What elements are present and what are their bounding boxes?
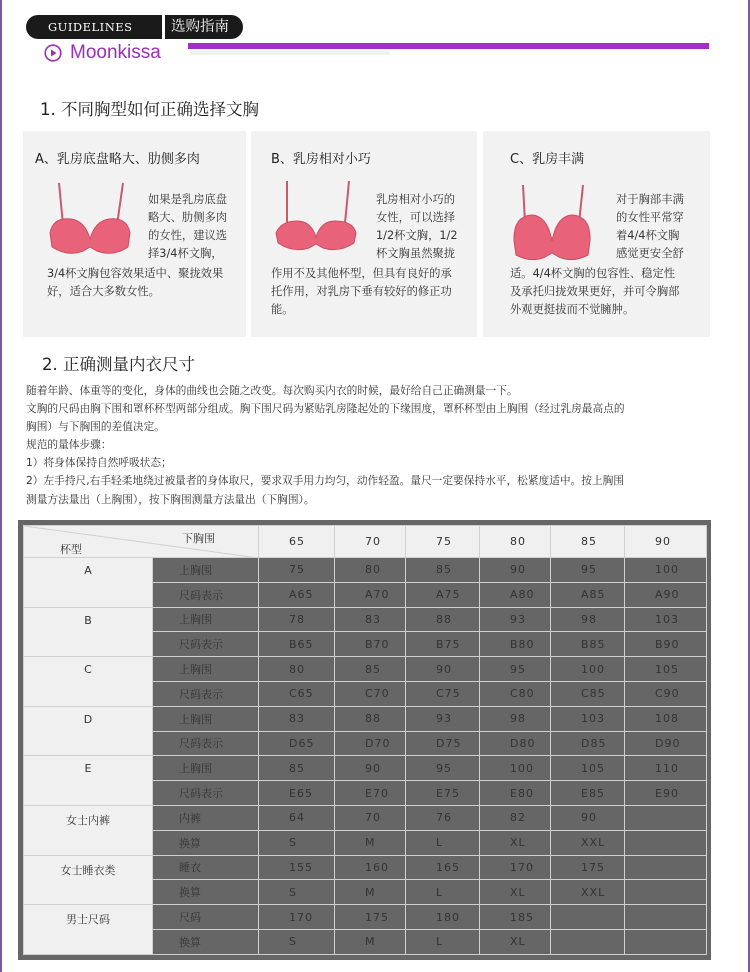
size-cell: E90: [625, 781, 707, 806]
row-label: 尺码表示: [153, 731, 259, 756]
card-title: B、乳房相对小巧: [271, 152, 371, 167]
group-label: C: [24, 657, 153, 707]
group-label: 女士内裤: [24, 805, 153, 855]
group-label: B: [24, 607, 153, 657]
size-cell: 155: [259, 855, 335, 880]
size-cell: S: [259, 929, 335, 954]
size-cell: 160: [335, 855, 406, 880]
section1-title: 1. 不同胸型如何正确选择文胸: [40, 100, 259, 119]
measurement-intro: [26, 382, 716, 509]
intro-line: 1）将身体保持自然呼吸状态；: [26, 456, 172, 470]
size-cell: 180: [406, 905, 480, 930]
size-cell: 85: [335, 657, 406, 682]
size-cell: C90: [625, 681, 707, 706]
size-cell: [551, 929, 625, 954]
intro-line: 文胸的尺码由胸下围和罩杯杯型两部分组成。胸下围尺码为紧贴乳房隆起处的下缘围度，罩杯杯型由上胸围（经过乳房最高点的: [26, 402, 625, 416]
size-cell: 165: [406, 855, 480, 880]
card-c: [483, 131, 710, 337]
play-circle-icon: [44, 44, 62, 62]
bra-illustration-icon: [273, 179, 359, 255]
size-cell: XL: [480, 880, 551, 905]
table-row: [24, 905, 707, 930]
size-cell: 170: [480, 855, 551, 880]
size-cell: A85: [551, 582, 625, 607]
row-label: 换算: [153, 929, 259, 954]
size-cell: 76: [406, 805, 480, 830]
size-cell: E80: [480, 781, 551, 806]
size-cell: E70: [335, 781, 406, 806]
row-label: 尺码: [153, 905, 259, 930]
intro-line: 胸围）与下胸围的差值决定。: [26, 420, 165, 434]
card-text-right: 如果是乳房底盘 略大、肋侧多肉 的女性，建议选 择3/4杯文胸，: [148, 193, 228, 260]
size-cell: A65: [259, 582, 335, 607]
size-cell: C70: [335, 681, 406, 706]
row-label: 尺码表示: [153, 632, 259, 657]
underbust-value: 85: [551, 526, 625, 558]
size-cell: M: [335, 929, 406, 954]
size-table-frame: [18, 520, 711, 960]
row-label: 上胸围: [153, 657, 259, 682]
size-cell: 175: [551, 855, 625, 880]
size-cell: S: [259, 830, 335, 855]
bra-illustration-icon: [511, 183, 593, 263]
size-cell: B90: [625, 632, 707, 657]
card-text-full: 作用不及其他杯型，但具有良好的承 托作用，对乳房下垂有较好的修正功 能。: [271, 267, 452, 316]
table-corner-cell: [24, 526, 259, 558]
size-cell: D80: [480, 731, 551, 756]
size-cell: 110: [625, 756, 707, 781]
size-cell: D70: [335, 731, 406, 756]
header-tab: [26, 15, 243, 39]
size-cell: D65: [259, 731, 335, 756]
table-header-row: [24, 526, 707, 558]
size-cell: 100: [625, 558, 707, 583]
size-cell: 70: [335, 805, 406, 830]
row-label: 上胸围: [153, 607, 259, 632]
underbust-value: 70: [335, 526, 406, 558]
size-cell: B70: [335, 632, 406, 657]
size-cell: 88: [406, 607, 480, 632]
brand-underline: [190, 51, 390, 55]
size-cell: [625, 830, 707, 855]
size-cell: A70: [335, 582, 406, 607]
row-label: 换算: [153, 830, 259, 855]
brand-accent-bar: [188, 43, 709, 49]
size-cell: E65: [259, 781, 335, 806]
size-cell: A90: [625, 582, 707, 607]
group-label: 男士尺码: [24, 905, 153, 955]
size-cell: D90: [625, 731, 707, 756]
table-row: [24, 706, 707, 731]
brand: [44, 42, 161, 64]
group-label: A: [24, 558, 153, 608]
underbust-value: 90: [625, 526, 707, 558]
intro-line: 规范的量体步骤：: [26, 438, 112, 452]
bra-illustration-icon: [47, 181, 133, 257]
size-cell: 95: [551, 558, 625, 583]
size-cell: C65: [259, 681, 335, 706]
size-cell: [625, 805, 707, 830]
card-text-full: 3/4杯文胸包容效果适中、聚拢效果 好，适合大多数女性。: [47, 267, 224, 298]
row-label: 睡衣: [153, 855, 259, 880]
size-cell: 80: [335, 558, 406, 583]
size-cell: [625, 855, 707, 880]
size-cell: 80: [259, 657, 335, 682]
row-label: 换算: [153, 880, 259, 905]
underbust-value: 80: [480, 526, 551, 558]
size-cell: 64: [259, 805, 335, 830]
intro-line: 随着年龄、体重等的变化，身体的曲线也会随之改变。每次购买内衣的时候，最好给自己正确测量一下。: [26, 384, 518, 397]
group-label: 女士睡衣类: [24, 855, 153, 905]
row-label: 尺码表示: [153, 781, 259, 806]
size-cell: 90: [406, 657, 480, 682]
row-label: 尺码表示: [153, 582, 259, 607]
size-cell: 105: [551, 756, 625, 781]
size-cell: A80: [480, 582, 551, 607]
size-cell: 78: [259, 607, 335, 632]
size-cell: 95: [480, 657, 551, 682]
size-cell: E75: [406, 781, 480, 806]
size-cell: XL: [480, 929, 551, 954]
page-border-left: [0, 0, 2, 972]
card-text-full: 适。4/4杯文胸的包容性、稳定性 及承托归拢效果更好，并可令胸部 外观更挺拔而不觉臃肿。: [510, 267, 680, 316]
table-row: [24, 805, 707, 830]
size-cell: XXL: [551, 880, 625, 905]
size-cell: M: [335, 880, 406, 905]
card-text-right: 对于胸部丰满 的女性平常穿 着4/4杯文胸 感觉更安全舒: [616, 193, 684, 260]
size-cell: 98: [551, 607, 625, 632]
card-title: C、乳房丰满: [510, 152, 585, 167]
size-cell: D75: [406, 731, 480, 756]
size-cell: C75: [406, 681, 480, 706]
row-label: 上胸围: [153, 558, 259, 583]
size-cell: 93: [406, 706, 480, 731]
table-row: [24, 756, 707, 781]
size-cell: 88: [335, 706, 406, 731]
size-cell: C85: [551, 681, 625, 706]
size-cell: B75: [406, 632, 480, 657]
size-cell: B80: [480, 632, 551, 657]
size-cell: B85: [551, 632, 625, 657]
size-cell: A75: [406, 582, 480, 607]
size-cell: 103: [551, 706, 625, 731]
size-cell: 83: [335, 607, 406, 632]
intro-line: 2）左手持尺,右手轻柔地绕过被量者的身体取尺，要求双手用力均匀，动作轻盈。量尺一定要保持水平，松紧度适中。按上胸围: [26, 474, 625, 488]
table-row: [24, 855, 707, 880]
size-cell: 185: [480, 905, 551, 930]
underbust-value: 65: [259, 526, 335, 558]
card-text-right: 乳房相对小巧的 女性，可以选择 1/2杯文胸，1/2 杯文胸虽然聚拢: [376, 193, 458, 260]
section2-title: 2. 正确测量内衣尺寸: [42, 355, 195, 374]
size-cell: D85: [551, 731, 625, 756]
intro-line: 测量方法量出（上胸围），按下胸围测量方法量出（下胸围）。: [26, 492, 315, 506]
card-title: A、乳房底盘略大、肋侧多肉: [35, 152, 200, 167]
size-cell: [551, 905, 625, 930]
size-cell: [625, 929, 707, 954]
size-cell: 82: [480, 805, 551, 830]
size-cell: S: [259, 880, 335, 905]
size-cell: 83: [259, 706, 335, 731]
brand-name: Moonkissa: [70, 42, 161, 63]
size-cell: [625, 880, 707, 905]
table-row: [24, 607, 707, 632]
underbust-value: 75: [406, 526, 480, 558]
size-table: [23, 525, 707, 955]
group-label: D: [24, 706, 153, 756]
size-cell: 75: [259, 558, 335, 583]
size-cell: 85: [259, 756, 335, 781]
size-cell: 90: [480, 558, 551, 583]
size-cell: B65: [259, 632, 335, 657]
table-row: [24, 657, 707, 682]
size-cell: L: [406, 880, 480, 905]
size-cell: 100: [480, 756, 551, 781]
size-cell: [625, 905, 707, 930]
size-cell: 105: [625, 657, 707, 682]
size-cell: 93: [480, 607, 551, 632]
cup-header: 杯型: [60, 543, 82, 556]
table-row: [24, 558, 707, 583]
row-label: 尺码表示: [153, 681, 259, 706]
size-cell: C80: [480, 681, 551, 706]
row-label: 上胸围: [153, 756, 259, 781]
size-cell: 90: [551, 805, 625, 830]
size-cell: 95: [406, 756, 480, 781]
size-cell: L: [406, 830, 480, 855]
section-label: 选购指南: [165, 15, 243, 39]
underbust-header: 下胸围: [182, 532, 215, 545]
size-cell: 100: [551, 657, 625, 682]
size-cell: L: [406, 929, 480, 954]
size-cell: 85: [406, 558, 480, 583]
size-cell: XL: [480, 830, 551, 855]
card-b: [251, 131, 477, 337]
row-label: 内裤: [153, 805, 259, 830]
size-cell: 103: [625, 607, 707, 632]
size-cell: E85: [551, 781, 625, 806]
row-label: 上胸围: [153, 706, 259, 731]
size-cell: XXL: [551, 830, 625, 855]
guidelines-label: GUIDELINES: [26, 15, 162, 39]
size-cell: 98: [480, 706, 551, 731]
size-cell: 175: [335, 905, 406, 930]
card-a: [23, 131, 246, 337]
size-cell: M: [335, 830, 406, 855]
size-cell: 170: [259, 905, 335, 930]
size-cell: 90: [335, 756, 406, 781]
size-cell: 108: [625, 706, 707, 731]
group-label: E: [24, 756, 153, 806]
